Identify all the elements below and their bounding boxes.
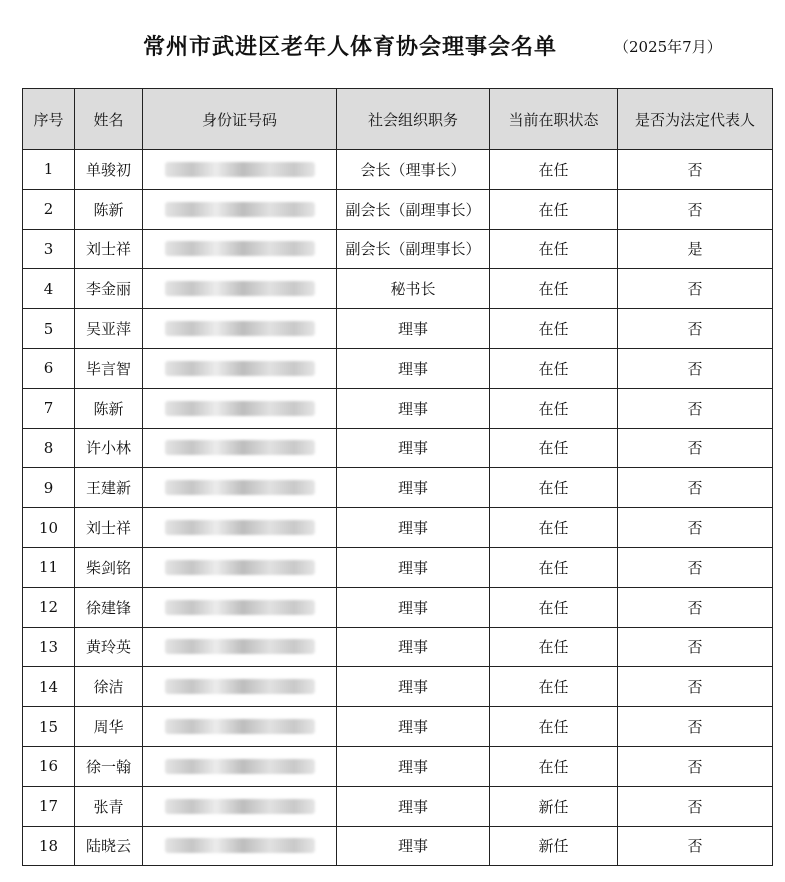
cell-id-number [143,746,337,786]
redacted-id-blur [165,321,315,336]
cell-status: 在任 [490,707,618,747]
cell-legal-rep: 否 [618,627,773,667]
table-header-row [23,89,773,150]
table-row [23,269,773,309]
cell-name: 刘士祥 [75,229,143,269]
document-title: 常州市武进区老年人体育协会理事会名单 [143,34,558,60]
cell-name: 黄玲英 [75,627,143,667]
cell-index: 17 [23,786,75,826]
cell-index: 4 [23,269,75,309]
cell-legal-rep: 否 [618,667,773,707]
table-row [23,707,773,747]
cell-legal-rep: 否 [618,587,773,627]
cell-status: 在任 [490,348,618,388]
cell-index: 1 [23,150,75,190]
cell-id-number [143,547,337,587]
cell-position: 理事 [337,508,490,548]
table-row [23,826,773,866]
header-position: 社会组织职务 [337,89,490,150]
cell-position: 理事 [337,348,490,388]
cell-name: 陈新 [75,388,143,428]
cell-id-number [143,388,337,428]
cell-index: 8 [23,428,75,468]
cell-id-number [143,229,337,269]
cell-legal-rep: 否 [618,786,773,826]
cell-name: 陈新 [75,189,143,229]
cell-name: 陆晓云 [75,826,143,866]
cell-position: 理事 [337,587,490,627]
redacted-id-blur [165,480,315,495]
table-row [23,547,773,587]
cell-status: 在任 [490,189,618,229]
table-row [23,189,773,229]
cell-id-number [143,587,337,627]
cell-name: 徐一翰 [75,746,143,786]
cell-position: 理事 [337,309,490,349]
cell-index: 14 [23,667,75,707]
cell-status: 在任 [490,627,618,667]
redacted-id-blur [165,520,315,535]
table-row [23,468,773,508]
cell-index: 10 [23,508,75,548]
cell-index: 12 [23,587,75,627]
cell-status: 新任 [490,826,618,866]
cell-index: 2 [23,189,75,229]
cell-legal-rep: 否 [618,150,773,190]
table-row [23,150,773,190]
redacted-id-blur [165,838,315,853]
header-index: 序号 [23,89,75,150]
cell-position: 理事 [337,627,490,667]
cell-status: 在任 [490,508,618,548]
redacted-id-blur [165,799,315,814]
cell-status: 新任 [490,786,618,826]
redacted-id-blur [165,679,315,694]
cell-status: 在任 [490,269,618,309]
cell-status: 在任 [490,547,618,587]
cell-status: 在任 [490,667,618,707]
cell-status: 在任 [490,587,618,627]
cell-index: 18 [23,826,75,866]
cell-legal-rep: 否 [618,707,773,747]
cell-id-number [143,348,337,388]
cell-legal-rep: 否 [618,269,773,309]
table-row [23,587,773,627]
header-status: 当前在职状态 [490,89,618,150]
cell-status: 在任 [490,229,618,269]
cell-position: 会长（理事长） [337,150,490,190]
table-row [23,667,773,707]
cell-index: 13 [23,627,75,667]
table-body [23,150,773,866]
cell-status: 在任 [490,150,618,190]
table-row [23,348,773,388]
table-row [23,388,773,428]
cell-id-number [143,428,337,468]
cell-id-number [143,269,337,309]
cell-position: 秘书长 [337,269,490,309]
cell-index: 9 [23,468,75,508]
cell-name: 吴亚萍 [75,309,143,349]
cell-legal-rep: 否 [618,428,773,468]
cell-status: 在任 [490,428,618,468]
cell-legal-rep: 否 [618,826,773,866]
cell-id-number [143,707,337,747]
cell-id-number [143,786,337,826]
cell-legal-rep: 否 [618,508,773,548]
document-date: （2025年7月） [614,38,722,56]
cell-name: 张青 [75,786,143,826]
table-row [23,746,773,786]
cell-position: 副会长（副理事长） [337,189,490,229]
cell-index: 15 [23,707,75,747]
cell-position: 理事 [337,547,490,587]
cell-index: 16 [23,746,75,786]
cell-id-number [143,468,337,508]
cell-position: 理事 [337,388,490,428]
cell-legal-rep: 否 [618,547,773,587]
header-legal-rep: 是否为法定代表人 [618,89,773,150]
cell-index: 6 [23,348,75,388]
cell-id-number [143,189,337,229]
cell-position: 理事 [337,468,490,508]
header-id-number: 身份证号码 [143,89,337,150]
cell-legal-rep: 否 [618,746,773,786]
redacted-id-blur [165,639,315,654]
cell-position: 理事 [337,428,490,468]
cell-legal-rep: 否 [618,309,773,349]
cell-position: 理事 [337,707,490,747]
cell-name: 徐洁 [75,667,143,707]
table-row [23,786,773,826]
cell-position: 副会长（副理事长） [337,229,490,269]
cell-legal-rep: 否 [618,189,773,229]
redacted-id-blur [165,361,315,376]
redacted-id-blur [165,162,315,177]
cell-id-number [143,508,337,548]
cell-name: 徐建锋 [75,587,143,627]
cell-name: 单骏初 [75,150,143,190]
table-row [23,229,773,269]
cell-status: 在任 [490,388,618,428]
cell-id-number [143,826,337,866]
redacted-id-blur [165,719,315,734]
cell-index: 11 [23,547,75,587]
redacted-id-blur [165,600,315,615]
cell-legal-rep: 否 [618,348,773,388]
cell-position: 理事 [337,667,490,707]
redacted-id-blur [165,440,315,455]
cell-position: 理事 [337,786,490,826]
cell-legal-rep: 是 [618,229,773,269]
cell-index: 7 [23,388,75,428]
cell-id-number [143,667,337,707]
cell-name: 许小林 [75,428,143,468]
cell-position: 理事 [337,746,490,786]
cell-name: 李金丽 [75,269,143,309]
cell-status: 在任 [490,746,618,786]
redacted-id-blur [165,281,315,296]
cell-position: 理事 [337,826,490,866]
cell-name: 刘士祥 [75,508,143,548]
cell-name: 周华 [75,707,143,747]
cell-legal-rep: 否 [618,468,773,508]
cell-name: 柴剑铭 [75,547,143,587]
redacted-id-blur [165,401,315,416]
cell-name: 毕言智 [75,348,143,388]
cell-id-number [143,627,337,667]
cell-index: 5 [23,309,75,349]
redacted-id-blur [165,560,315,575]
redacted-id-blur [165,202,315,217]
cell-id-number [143,309,337,349]
cell-index: 3 [23,229,75,269]
cell-status: 在任 [490,309,618,349]
table-row [23,309,773,349]
table-row [23,508,773,548]
redacted-id-blur [165,241,315,256]
council-roster-table [22,88,773,866]
table-row [23,627,773,667]
cell-legal-rep: 否 [618,388,773,428]
cell-id-number [143,150,337,190]
cell-name: 王建新 [75,468,143,508]
redacted-id-blur [165,759,315,774]
table-row [23,428,773,468]
header-name: 姓名 [75,89,143,150]
cell-status: 在任 [490,468,618,508]
title-row [0,30,785,66]
